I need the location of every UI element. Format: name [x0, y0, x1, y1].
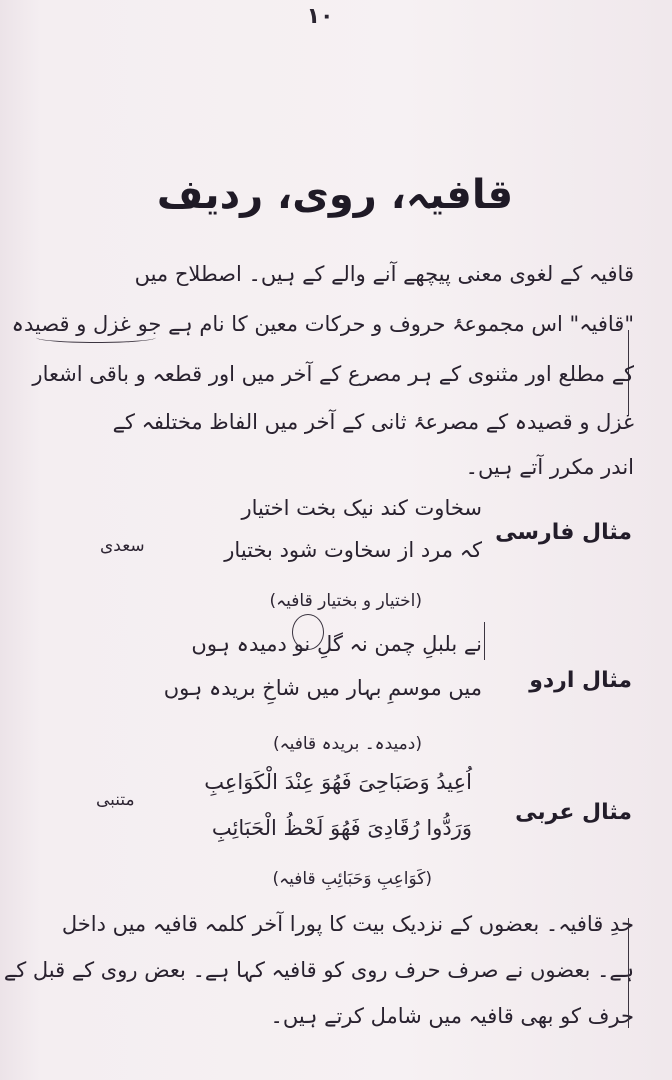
urdu-qafia-note: (دمیدہ۔ بریدہ قافیہ) [273, 734, 422, 754]
arabic-poet: متنبی [96, 790, 135, 810]
definition-line-1: حدِ قافیہ۔ بعضوں کے نزدیک بیت کا پورا آخر کلمہ قافیہ میں داخل [61, 912, 634, 936]
definition-line-3: حرف کو بھی قافیہ میں شامل کرتے ہیں۔ [270, 1004, 634, 1028]
verse-bracket [484, 622, 485, 660]
arabic-example-label: مثال عربی [515, 800, 632, 825]
circle-mark [292, 614, 324, 650]
definition-line-2: ہے۔ بعضوں نے صرف حرف روی کو قافیہ کہا ہے۔ بعض روی کے قبل کے [3, 958, 634, 982]
arabic-verse-1: اُعِیدُ وَصَبَاحِیَ فَهُوَ عِنْدَ الْكَوَاعِبِ [204, 770, 472, 794]
intro-line-3: کے مطلع اور مثنوی کے ہر مصرع کے آخر میں اور قطعہ و باقی اشعار [32, 362, 634, 386]
urdu-example-label: مثال اردو [529, 668, 632, 693]
underline-mark [36, 332, 156, 343]
intro-line-2: "قافیہ" اس مجموعۂ حروف و حرکات معین کا نام ہے جو غزل و قصیدہ [11, 312, 634, 336]
persian-qafia-note: (اختیار و بختیار قافیہ) [269, 591, 422, 611]
persian-example-label: مثال فارسی [495, 520, 632, 545]
persian-verse-1: سخاوت کند نیک بخت اختیار [241, 496, 482, 520]
margin-bracket-2 [628, 918, 629, 1028]
persian-poet: سعدی [100, 536, 145, 556]
intro-line-1: قافیہ کے لغوی معنی پیچھے آنے والے کے ہیں۔ اصطلاح میں [134, 262, 634, 286]
persian-verse-2: کہ مرد از سخاوت شود بختیار [224, 538, 482, 562]
intro-line-5: اندر مکرر آتے ہیں۔ [465, 455, 634, 479]
urdu-verse-1: نے بلبلِ چمن نہ گلِ نو دمیدہ ہوں [191, 632, 482, 656]
intro-line-4: غزل و قصیدہ کے مصرعۂ ثانی کے آخر میں الفاظ مختلفہ کے [112, 410, 634, 434]
arabic-qafia-note: (كَوَاعِبِ وَحَبَائِبِ قافیہ) [272, 869, 432, 889]
page-number: ١٠ [306, 4, 334, 29]
urdu-verse-2: میں موسمِ بہار میں شاخِ بریدہ ہوں [163, 676, 482, 700]
arabic-verse-2: وَرَدُّوا رُقَادِیَ فَهُوَ لَحْظُ الْحَبَائِبِ [211, 816, 472, 840]
chapter-title: قافیہ، روی، ردیف [156, 172, 514, 218]
